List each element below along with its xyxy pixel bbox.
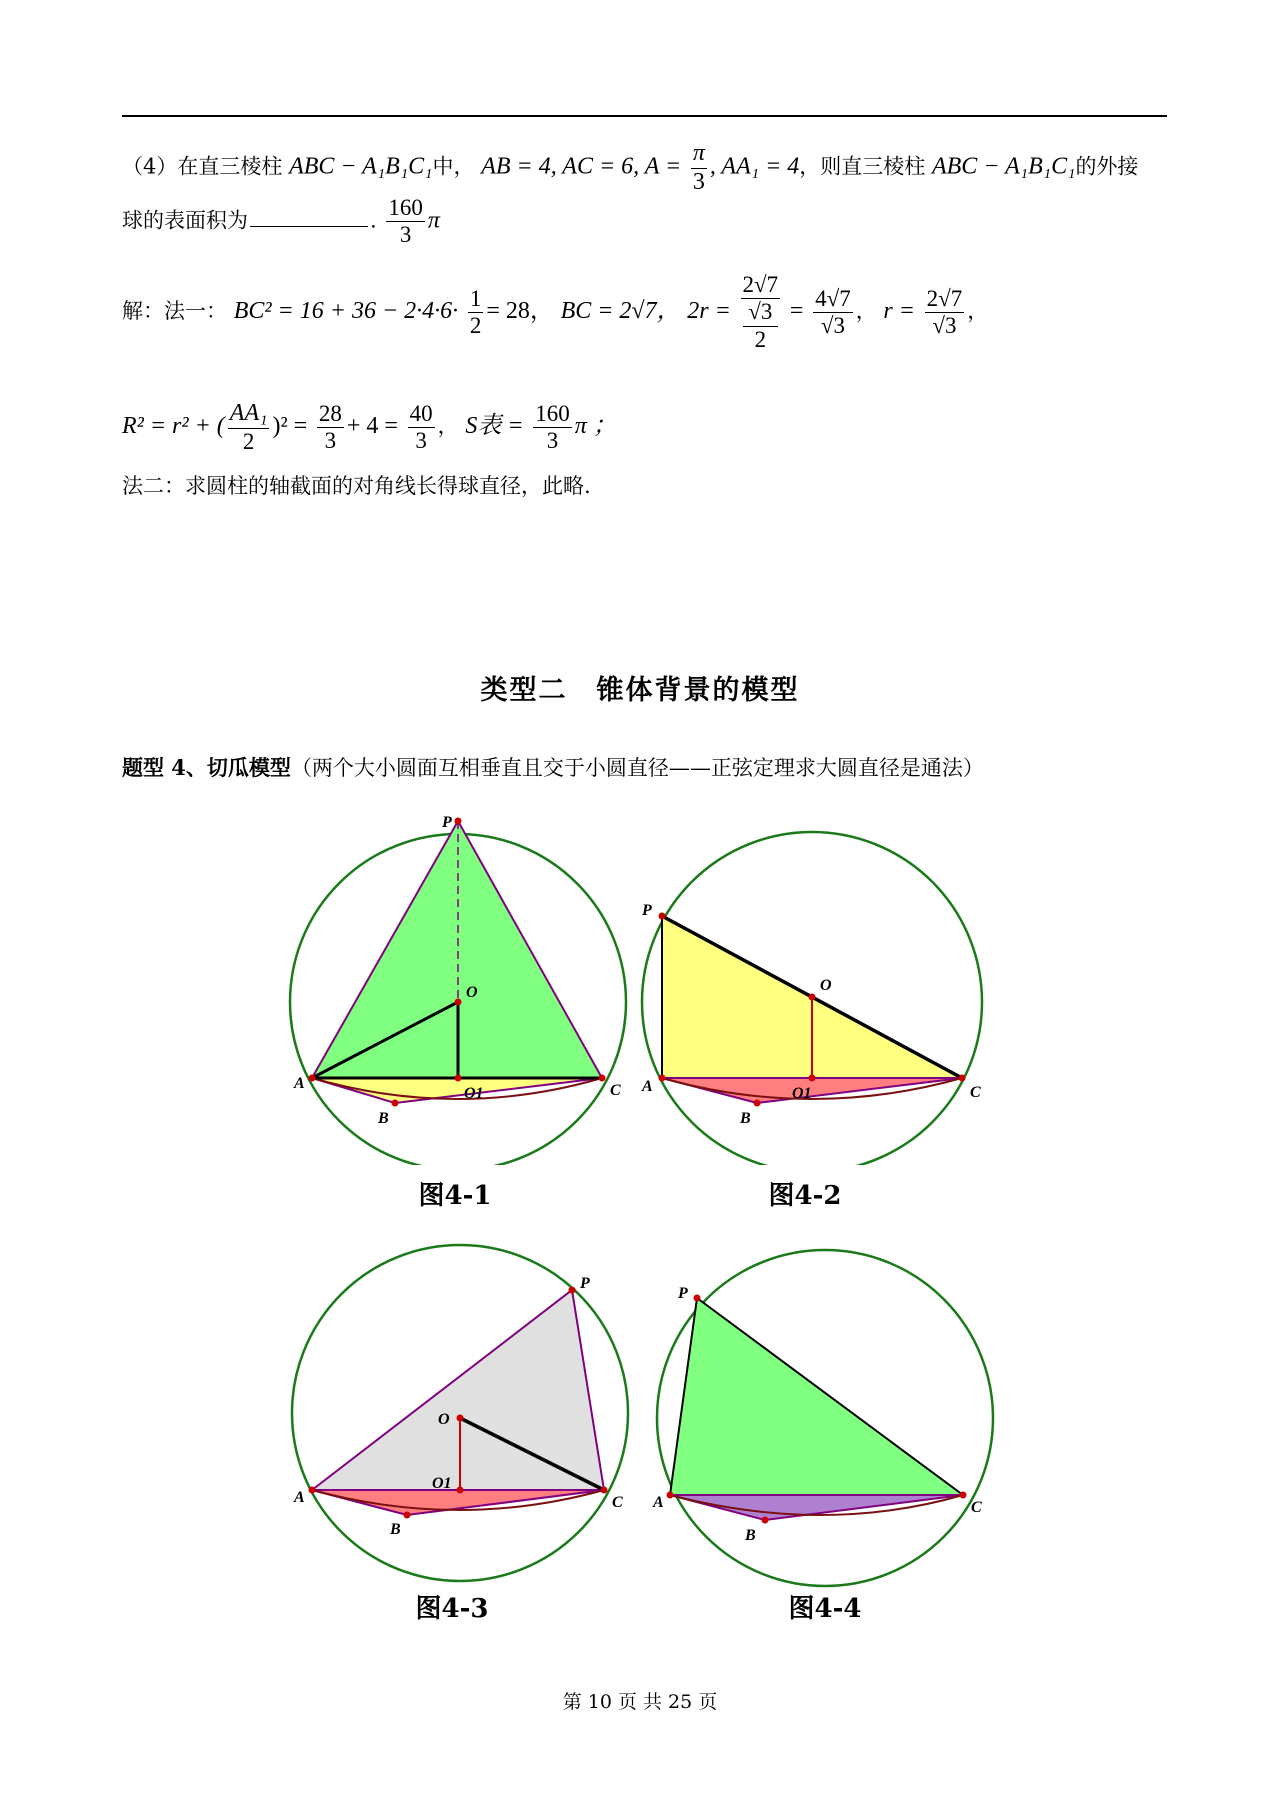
caption-4-4: 图4-4 <box>788 1594 862 1624</box>
label-o1: O1 <box>464 1085 484 1102</box>
label-c: C <box>971 1499 982 1516</box>
face-pac <box>670 1298 963 1495</box>
label-o1: O1 <box>432 1475 452 1492</box>
label-a: A <box>294 1489 305 1506</box>
face-abc <box>312 1490 604 1515</box>
header-rule <box>122 115 1167 117</box>
given-fraction: $\frac{\pi}{3}$ <box>692 140 705 195</box>
label-o: O <box>466 984 478 1001</box>
label-o: O <box>820 977 832 994</box>
complex-fraction: 2√7 √3 2 <box>742 272 779 352</box>
label-b: B <box>745 1527 756 1544</box>
label-p: P <box>678 1285 688 1302</box>
figure-4-2 <box>632 815 992 1165</box>
figure-4-3 <box>282 1240 642 1590</box>
face-pac <box>312 1290 604 1490</box>
solution-line-2: R² = r² + ( $\frac{\text{AA₁}}{2}$ )² = $\frac{28}{3}$ + 4 = $\frac{40}{3}$ ， S表 = $\frac{160}{3}$ π ； <box>122 400 617 454</box>
label-b: B <box>390 1521 401 1538</box>
page-footer: 第 10 页 共 25 页 <box>562 1691 718 1713</box>
label-b: B <box>740 1110 751 1127</box>
caption-4-1: 图4-1 <box>418 1181 492 1211</box>
problem-line-1: （4）在直三棱柱 ABC − A₁B₁C₁中， AB = 4, AC = 6, A = $\frac{\pi}{3}$ , AA₁ = 4，则直三棱柱 ABC − A₁B₁C₁的外接 <box>122 140 1139 195</box>
model-title: 题型 4、切瓜模型（两个大小圆面互相垂直且交于小圆直径——正弦定理求大圆直径是通法） <box>122 755 984 780</box>
label-c: C <box>610 1082 621 1099</box>
label-c: C <box>970 1084 981 1101</box>
face-abc <box>670 1495 963 1520</box>
label-p: P <box>442 815 452 831</box>
caption-4-2: 图4-2 <box>768 1181 842 1211</box>
section-title: 类型二 锥体背景的模型 <box>480 675 800 706</box>
answer-fraction: $\frac{160}{3}$ <box>388 195 423 248</box>
method-two: 法二：求圆柱的轴截面的对角线长得球直径，此略. <box>122 474 591 498</box>
figure-4-4 <box>645 1240 1005 1590</box>
label-a: A <box>642 1078 653 1095</box>
caption-4-3: 图4-3 <box>415 1594 489 1624</box>
label-a: A <box>294 1075 305 1092</box>
solution-label: 解：法一： <box>122 299 227 324</box>
problem-number: （4） <box>122 154 178 179</box>
answer-blank <box>250 226 368 227</box>
label-c: C <box>612 1494 623 1511</box>
label-o1: O1 <box>792 1085 812 1102</box>
prism-name: ABC − A₁B₁C₁ <box>289 153 433 180</box>
label-a: A <box>653 1494 664 1511</box>
given-values: AB = 4, AC = 6, A = <box>481 153 682 180</box>
label-b: B <box>378 1110 389 1127</box>
label-o: O <box>438 1411 450 1428</box>
label-p: P <box>642 902 652 919</box>
problem-line-2: 球的表面积为 . $\frac{160}{3}$ π <box>122 195 440 248</box>
solution-line-1: 解：法一： BC² = 16 + 36 − 2·4·6· $\frac{1}{2}$ = 28， BC = 2√7， 2r = 2√7 √3 2 = $\frac{4√7}{√3}$ ， r = $\frac{2√7}{√3}$ ， <box>122 272 989 352</box>
label-p: P <box>580 1275 590 1292</box>
figure-4-1 <box>280 815 640 1165</box>
